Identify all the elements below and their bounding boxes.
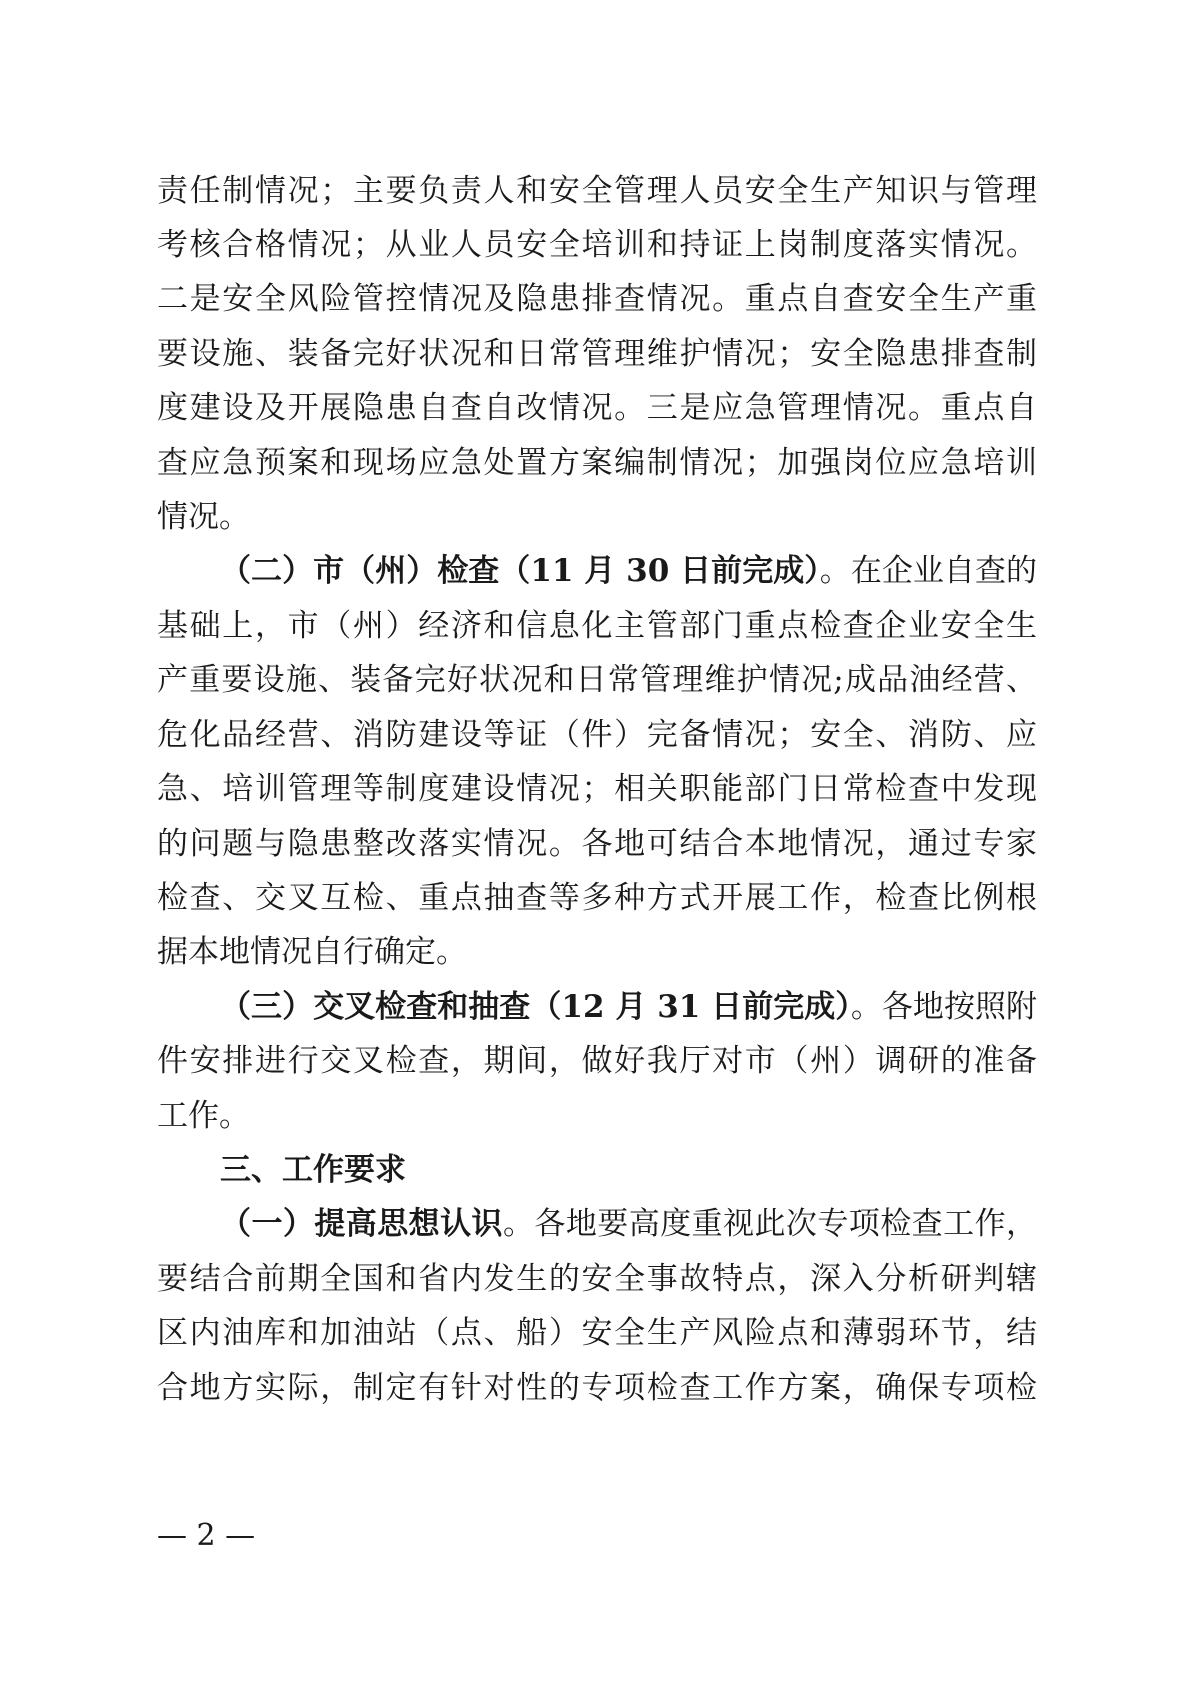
section-3-title: （三）交叉检查和抽查（12 月 31 日前完成）: [220, 989, 851, 1025]
body-line-1: 责任制情况；主要负责人和安全管理人员安全生产知识与管理: [157, 173, 1037, 209]
section-2-line-1: 基础上，市（州）经济和信息化主管部门重点检查企业安全生: [157, 608, 1037, 644]
section-2-line-5: 的问题与隐患整改落实情况。各地可结合本地情况，通过专家: [157, 826, 1037, 862]
section-2-line-3: 危化品经营、消防建设等证（件）完备情况；安全、消防、应: [157, 717, 1037, 753]
body-line-4: 要设施、装备完好状况和日常管理维护情况；安全隐患排查制: [157, 336, 1037, 372]
requirement-1-line-3: 合地方实际，制定有针对性的专项检查工作方案，确保专项检: [157, 1370, 1037, 1406]
section-2-line-7: 据本地情况自行确定。: [157, 934, 467, 970]
body-line-5: 度建设及开展隐患自查自改情况。三是应急管理情况。重点自: [157, 390, 1037, 426]
body-line-3: 二是安全风险管控情况及隐患排查情况。重点自查安全生产重: [157, 281, 1037, 317]
section-2-first-line: [220, 542, 1037, 600]
section-3-line-1: 件安排进行交叉检查，期间，做好我厅对市（州）调研的准备: [157, 1043, 1037, 1079]
section-2-title: （二）市（州）检查（11 月 30 日前完成）: [220, 553, 820, 589]
body-line-2: 考核合格情况；从业人员安全培训和持证上岗制度落实情况。: [157, 227, 1037, 263]
requirement-1-first-line: [220, 1195, 1037, 1253]
requirement-1-line-2: 区内油库和加油站（点、船）安全生产风险点和薄弱环节，结: [157, 1315, 1037, 1351]
section-3-first-line: [220, 978, 1037, 1036]
body-line-6: 查应急预案和现场应急处置方案编制情况；加强岗位应急培训: [157, 445, 1037, 481]
section-2-first-text: 。在企业自查的: [819, 553, 1037, 589]
section-2-line-6: 检查、交叉互检、重点抽查等多种方式开展工作，检查比例根: [157, 880, 1037, 916]
section-3-line-2: 工作。: [157, 1098, 250, 1134]
body-line-7: 情况。: [157, 499, 250, 535]
requirement-1-first-text: 。各地要高度重视此次专项检查工作，: [502, 1206, 1037, 1242]
page-number: — 2 —: [157, 1518, 256, 1553]
section-2-line-4: 急、培训管理等制度建设情况；相关职能部门日常检查中发现: [157, 771, 1037, 807]
requirement-1-title: （一）提高思想认识: [220, 1206, 503, 1242]
heading-work-requirements: 三、工作要求: [220, 1152, 406, 1188]
requirement-1-line-1: 要结合前期全国和省内发生的安全事故特点，深入分析研判辖: [157, 1261, 1037, 1297]
section-2-line-2: 产重要设施、装备完好状况和日常管理维护情况;成品油经营、: [157, 662, 1037, 698]
section-3-first-text: 。各地按照附: [850, 989, 1037, 1025]
